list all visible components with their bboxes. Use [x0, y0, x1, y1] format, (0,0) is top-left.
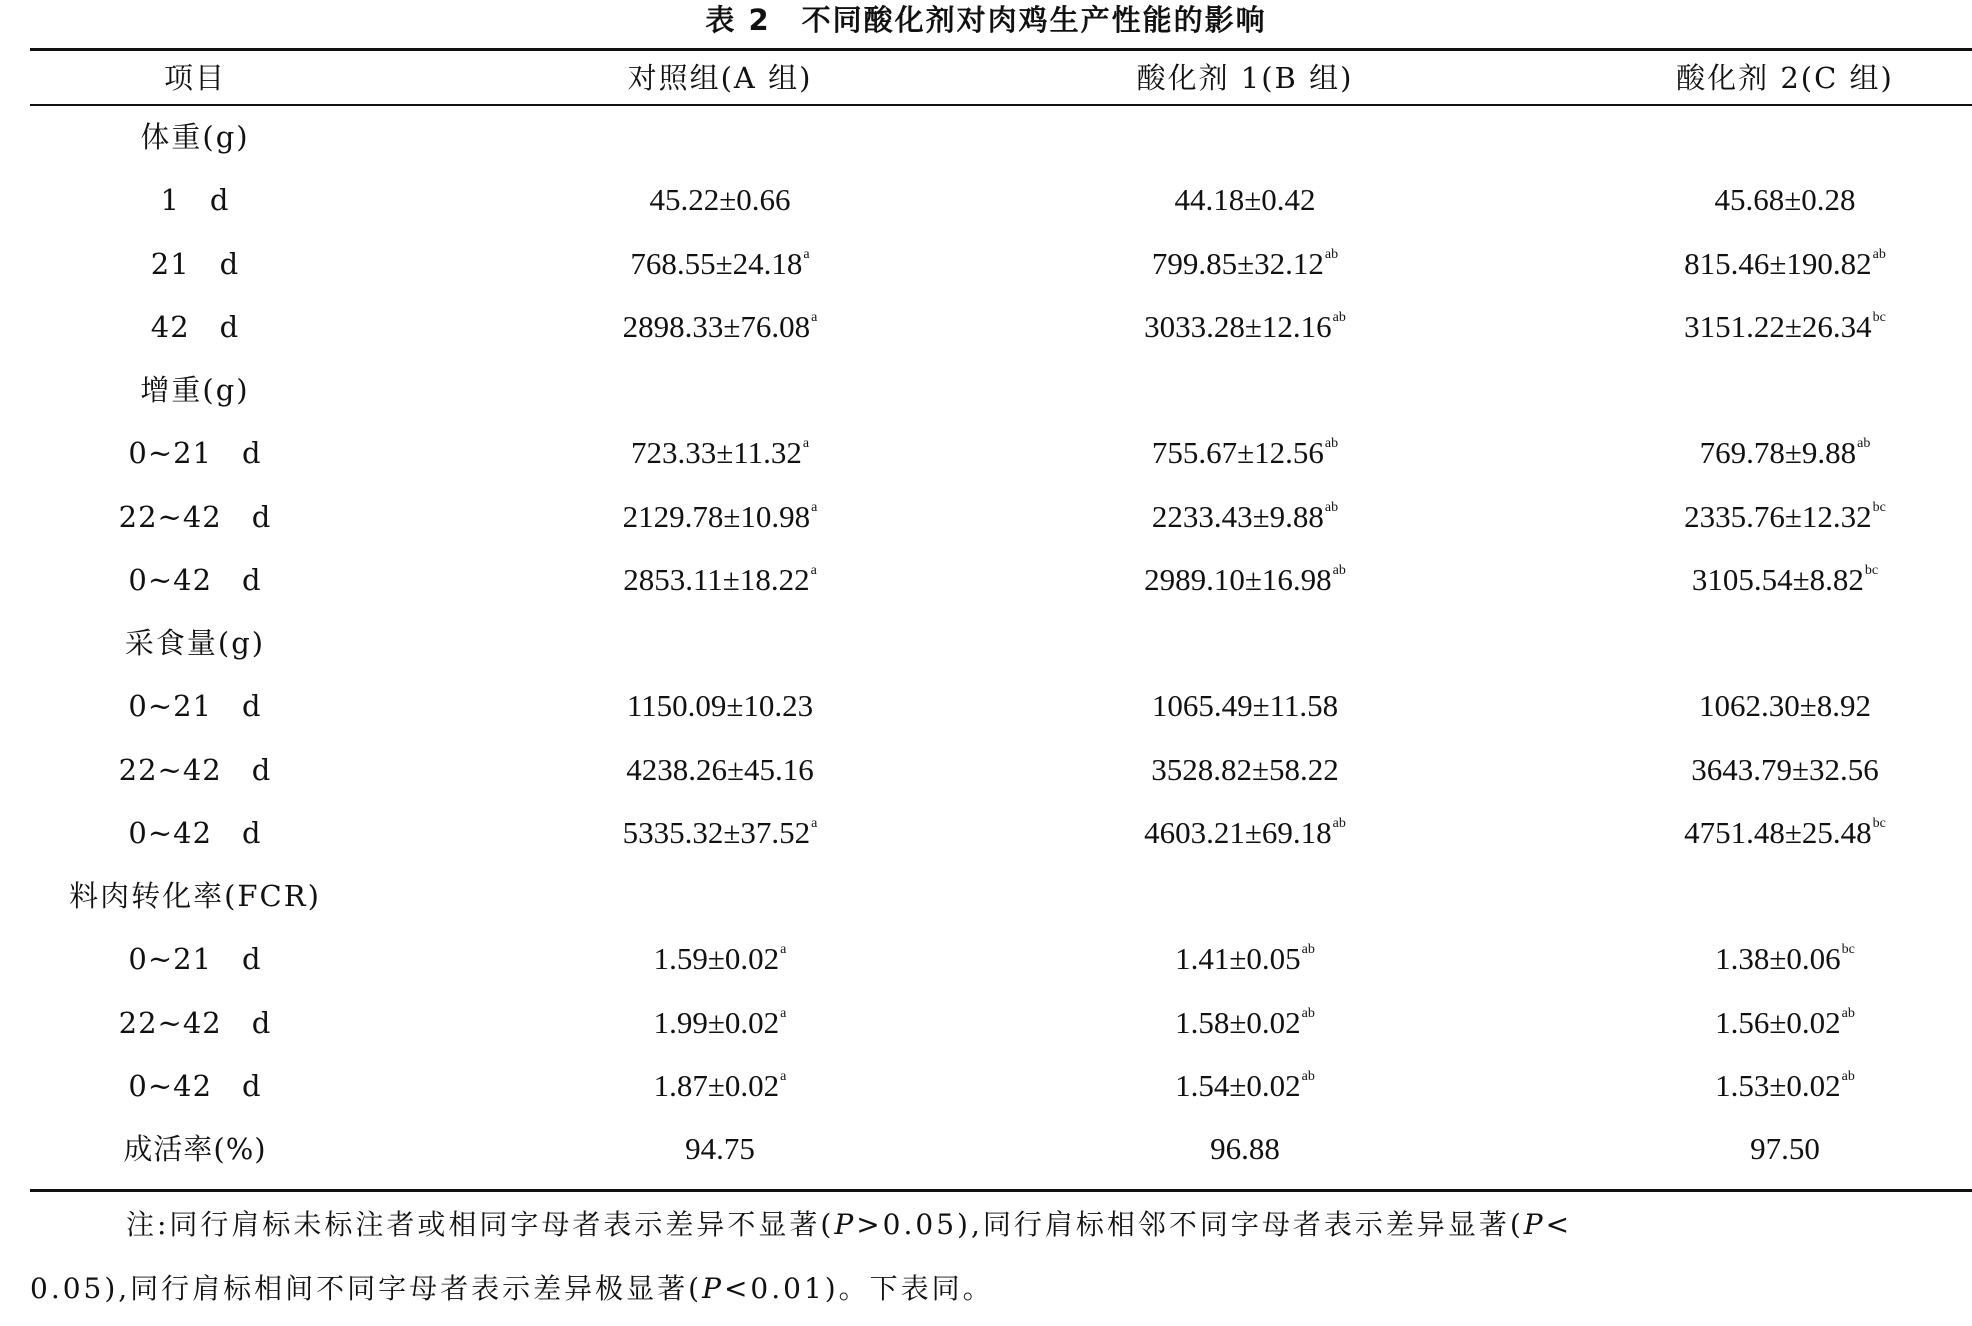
mean-sd-value: 1.87±0.02: [653, 1067, 780, 1103]
row-label: 1 d: [160, 183, 230, 218]
mean-sd-value: 45.68±0.28: [1714, 182, 1856, 218]
significance-superscript: a: [810, 562, 817, 578]
mean-sd-value: 3528.82±58.22: [1151, 751, 1339, 787]
significance-superscript: a: [803, 246, 810, 262]
category-label: 增重(g): [140, 373, 250, 407]
significance-superscript: ab: [1872, 246, 1886, 262]
value-cell-group-a: [560, 169, 880, 231]
value-cell-group-a: [560, 739, 880, 801]
mean-sd-value: 723.33±11.32: [630, 435, 802, 471]
value-cell-group-a: [560, 549, 880, 611]
note-p-symbol: P: [702, 1272, 724, 1305]
value-cell-group-a: [560, 233, 880, 295]
value-cell-group-a: [560, 675, 880, 737]
value-cell-group-b: [1085, 739, 1405, 801]
mean-sd-value: 4238.26±45.16: [626, 751, 814, 787]
value-cell-group-b: [1085, 992, 1405, 1054]
significance-superscript: ab: [1841, 1068, 1855, 1084]
value-cell-group-c: [1625, 739, 1945, 801]
mean-sd-value: 3033.28±12.16: [1144, 308, 1332, 344]
significance-superscript: a: [780, 942, 787, 958]
mean-sd-value: 769.78±9.88: [1699, 435, 1857, 471]
row-label: 22~42 d: [118, 499, 272, 534]
significance-superscript: ab: [1332, 815, 1346, 831]
row-label: 0~21 d: [128, 689, 262, 724]
significance-superscript: a: [811, 309, 818, 325]
value-cell-group-b: [1085, 1055, 1405, 1117]
category-label: 体重(g): [140, 120, 250, 154]
value-cell-group-a: [560, 1118, 880, 1180]
row-label: 0~21 d: [128, 942, 262, 977]
value-cell-group-a: [560, 802, 880, 864]
mean-sd-value: 1.99±0.02: [653, 1004, 780, 1040]
significance-superscript: bc: [1841, 942, 1855, 958]
mean-sd-value: 815.46±190.82: [1684, 245, 1872, 281]
significance-superscript: ab: [1332, 309, 1346, 325]
category-label: 料肉转化率(FCR): [69, 879, 321, 913]
mean-sd-value: 97.50: [1750, 1131, 1820, 1166]
significance-superscript: a: [811, 499, 818, 515]
value-cell-group-c: [1625, 1055, 1945, 1117]
mean-sd-value: 96.88: [1210, 1131, 1280, 1166]
mean-sd-value: 2335.76±12.32: [1684, 498, 1872, 534]
mean-sd-value: 1.38±0.06: [1715, 941, 1841, 977]
row-label: 0~42 d: [128, 815, 262, 850]
value-cell-group-c: [1625, 296, 1945, 358]
significance-superscript: ab: [1324, 246, 1339, 262]
row-label: 0~21 d: [128, 436, 262, 471]
value-cell-group-b: [1085, 169, 1405, 231]
value-cell-group-c: [1625, 675, 1945, 737]
mean-sd-value: 768.55±24.18: [630, 245, 803, 281]
significance-superscript: ab: [1841, 1005, 1855, 1021]
note-lead: 注:同行肩标未标注者或相同字母者表示差异不显著(: [126, 1208, 835, 1241]
note-p-symbol: P: [834, 1208, 857, 1241]
header-group-b: 酸化剂 1(B 组): [1136, 61, 1354, 95]
mean-sd-value: 2853.11±18.22: [623, 561, 810, 597]
table-note-line-1: [30, 1196, 1970, 1254]
significance-superscript: ab: [1301, 942, 1315, 958]
row-label: 22~42 d: [118, 1005, 272, 1040]
mean-sd-value: 3151.22±26.34: [1684, 308, 1872, 344]
value-cell-group-c: [1625, 169, 1945, 231]
mean-sd-value: 2129.78±10.98: [622, 498, 811, 534]
value-cell-group-c: [1625, 422, 1945, 484]
table-top-rule: [30, 48, 1972, 51]
value-cell-group-c: [1625, 233, 1945, 295]
value-cell-group-c: [1625, 992, 1945, 1054]
value-cell-group-a: [560, 1055, 880, 1117]
note-p-condition: >0.05),同行肩标相邻不同字母者表示差异显著(: [856, 1208, 1524, 1241]
mean-sd-value: 94.75: [685, 1131, 755, 1166]
mean-sd-value: 755.67±12.56: [1151, 435, 1324, 471]
significance-superscript: a: [780, 1005, 787, 1021]
row-label: 成活率(%): [123, 1132, 267, 1166]
mean-sd-value: 4603.21±69.18: [1144, 814, 1332, 850]
significance-superscript: ab: [1301, 1068, 1315, 1084]
row-label: 22~42 d: [118, 752, 272, 787]
row-label: 21 d: [150, 246, 240, 281]
mean-sd-value: 1.53±0.02: [1715, 1067, 1841, 1103]
note-p-symbol: P: [1523, 1208, 1546, 1241]
value-cell-group-a: [560, 486, 880, 548]
value-cell-group-b: [1085, 1118, 1405, 1180]
value-cell-group-c: [1625, 486, 1945, 548]
significance-superscript: ab: [1857, 436, 1871, 452]
row-label: 42 d: [150, 309, 240, 344]
significance-superscript: bc: [1872, 815, 1886, 831]
value-cell-group-c: [1625, 802, 1945, 864]
row-label: 0~42 d: [128, 1068, 262, 1103]
mean-sd-value: 4751.48±25.48: [1684, 814, 1872, 850]
mean-sd-value: 1.56±0.02: [1715, 1004, 1841, 1040]
mean-sd-value: 799.85±32.12: [1151, 245, 1324, 281]
mean-sd-value: 2989.10±16.98: [1144, 561, 1332, 597]
mean-sd-value: 2233.43±9.88: [1151, 498, 1324, 534]
value-cell-group-b: [1085, 233, 1405, 295]
table-title: 表 2 不同酸化剂对肉鸡生产性能的影响: [705, 3, 1267, 37]
mean-sd-value: 44.18±0.42: [1174, 182, 1316, 218]
value-cell-group-b: [1085, 549, 1405, 611]
mean-sd-value: 1.41±0.05: [1175, 941, 1301, 977]
significance-superscript: a: [811, 815, 818, 831]
mean-sd-value: 1.59±0.02: [653, 941, 780, 977]
header-group-a: 对照组(A 组): [627, 61, 813, 95]
value-cell-group-c: [1625, 928, 1945, 990]
mean-sd-value: 3105.54±8.82: [1691, 561, 1864, 597]
mean-sd-value: 1.58±0.02: [1175, 1004, 1301, 1040]
significance-superscript: ab: [1324, 499, 1339, 515]
table-bottom-rule: [30, 1189, 1972, 1192]
row-label: 0~42 d: [128, 562, 262, 597]
mean-sd-value: 3643.79±32.56: [1691, 751, 1879, 787]
significance-superscript: ab: [1332, 562, 1346, 578]
note-continuation: 0.05),同行肩标相间不同字母者表示差异极显著(: [30, 1272, 703, 1305]
mean-sd-value: 1065.49±11.58: [1151, 688, 1339, 724]
value-cell-group-b: [1085, 675, 1405, 737]
value-cell-group-b: [1085, 296, 1405, 358]
value-cell-group-a: [560, 992, 880, 1054]
significance-superscript: bc: [1872, 499, 1886, 515]
category-label: 采食量(g): [124, 626, 266, 660]
mean-sd-value: 45.22±0.66: [649, 182, 791, 218]
value-cell-group-a: [560, 296, 880, 358]
significance-superscript: bc: [1864, 562, 1879, 578]
value-cell-group-b: [1085, 928, 1405, 990]
value-cell-group-b: [1085, 486, 1405, 548]
significance-superscript: ab: [1301, 1005, 1315, 1021]
note-p-condition: <0.01)。下表同。: [723, 1272, 994, 1305]
value-cell-group-a: [560, 422, 880, 484]
mean-sd-value: 1062.30±8.92: [1698, 688, 1871, 724]
value-cell-group-a: [560, 928, 880, 990]
value-cell-group-c: [1625, 1118, 1945, 1180]
header-item: 项目: [163, 61, 226, 95]
value-cell-group-b: [1085, 422, 1405, 484]
value-cell-group-c: [1625, 549, 1945, 611]
mean-sd-value: 1150.09±10.23: [626, 688, 814, 724]
mean-sd-value: 5335.32±37.52: [622, 814, 811, 850]
significance-superscript: a: [780, 1068, 787, 1084]
mean-sd-value: 2898.33±76.08: [622, 308, 811, 344]
mean-sd-value: 1.54±0.02: [1175, 1067, 1301, 1103]
note-p-operator: <: [1545, 1208, 1573, 1241]
header-group-c: 酸化剂 2(C 组): [1676, 61, 1894, 95]
table-note-line-2: [30, 1260, 1970, 1318]
value-cell-group-b: [1085, 802, 1405, 864]
significance-superscript: a: [802, 436, 810, 452]
significance-superscript: bc: [1872, 309, 1886, 325]
significance-superscript: ab: [1324, 436, 1339, 452]
